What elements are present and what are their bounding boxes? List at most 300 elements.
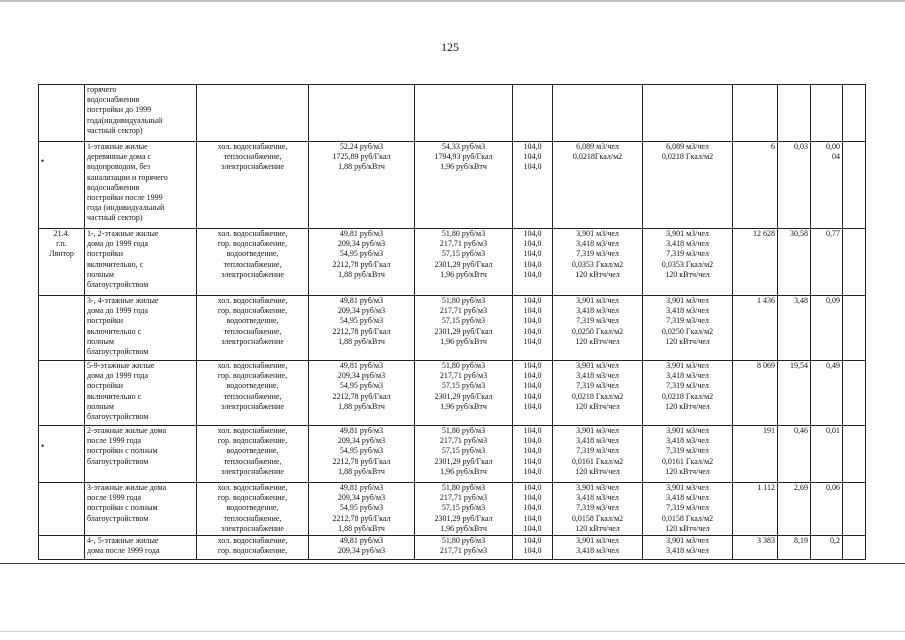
cell-line: дома до 1999 года xyxy=(87,239,149,249)
cell-line: хол. водоснабжение, xyxy=(217,426,288,435)
utility-types-cell xyxy=(197,85,309,142)
tariff-index-cell xyxy=(513,296,553,361)
table-row xyxy=(39,536,866,560)
cell-line: 1,96 руб/кВтч xyxy=(440,269,487,279)
cell-line: деревянные дома с xyxy=(87,152,152,162)
cell-line: теплоснабжение, xyxy=(223,456,282,466)
cell-line: 104,0 xyxy=(523,503,542,513)
cell-line: 3,901 м3/чел xyxy=(576,229,619,238)
utility-types-cell xyxy=(197,426,309,483)
cell-line: 7,319 м3/чел xyxy=(666,381,709,391)
cell-line: 7,319 м3/чел xyxy=(666,249,709,259)
cell-line: 1,88 руб/кВтч xyxy=(338,162,385,172)
cell-line: 104,0 xyxy=(523,296,542,305)
cell-line: водоотведение, xyxy=(226,381,279,391)
cell-line: включительно с xyxy=(87,391,142,401)
cell-line: постройки до 1999 xyxy=(87,105,152,115)
cell-line: 3,901 м3/чел xyxy=(666,361,709,370)
cell-value: 0,03 xyxy=(794,142,808,151)
cell-line: водоотведение, xyxy=(226,249,279,259)
norm-new-cell xyxy=(643,426,733,483)
cell-line: 3,418 м3/чел xyxy=(666,493,709,503)
cell-line: 51,80 руб/м3 xyxy=(441,296,486,305)
population-cell xyxy=(733,536,778,560)
cell-line: электроснабжение xyxy=(221,466,284,476)
cell-line: электроснабжение xyxy=(221,162,284,172)
cell-value: 6 xyxy=(771,142,775,151)
cell-line: 104,0 xyxy=(523,493,542,503)
cell-line: 49,81 руб/м3 xyxy=(339,296,384,305)
tariff-current-cell xyxy=(309,536,415,560)
row-number-cell xyxy=(39,483,85,536)
housing-type-cell xyxy=(85,142,197,229)
cell-line: 0,06 xyxy=(826,483,840,492)
cell-line: 1,88 руб/кВтч xyxy=(338,336,385,346)
cell-line: 2212,78 руб/Гкал xyxy=(332,391,391,401)
row-number-cell xyxy=(39,361,85,426)
cell-line: 120 кВтч/чел xyxy=(575,269,620,279)
housing-type-cell xyxy=(85,229,197,296)
cell-line: 6,089 м3/чел xyxy=(666,142,709,151)
norm-current-cell xyxy=(553,361,643,426)
tariff-new-cell xyxy=(415,361,513,426)
cell-line: 2212,78 руб/Гкал xyxy=(332,326,391,336)
cell-line: 104,0 xyxy=(523,381,542,391)
cell-line: 3,418 м3/чел xyxy=(666,239,709,249)
empty-cell xyxy=(843,483,866,536)
cell-line: 2212,78 руб/Гкал xyxy=(332,513,391,523)
cell-line: благоустройством xyxy=(87,456,149,466)
cell-line: электроснабжение xyxy=(221,269,284,279)
cell-value: 8 069 xyxy=(757,361,775,370)
cell-line: 104,0 xyxy=(523,426,542,435)
tariff-new-cell xyxy=(415,296,513,361)
cell-line: года (индивидуальный xyxy=(87,203,165,213)
cell-line: 3,901 м3/чел xyxy=(666,296,709,305)
population-share-cell xyxy=(778,536,811,560)
housing-type-cell xyxy=(85,536,197,560)
cell-line: 2301,29 руб/Гкал xyxy=(434,391,493,401)
row-number-cell xyxy=(39,536,85,560)
population-share-cell xyxy=(778,296,811,361)
weighted-value-cell xyxy=(811,536,843,560)
tariff-index-cell xyxy=(513,85,553,142)
cell-value: 191 xyxy=(763,426,775,435)
row-number-cell xyxy=(39,85,85,142)
tariff-index-cell xyxy=(513,229,553,296)
cell-line: 3,901 м3/чел xyxy=(666,426,709,435)
cell-line: 3,901 м3/чел xyxy=(666,536,709,545)
cell-line: 54,95 руб/м3 xyxy=(339,503,384,513)
cell-line: 104,0 xyxy=(523,269,542,279)
cell-line: 54,95 руб/м3 xyxy=(339,446,384,456)
cell-line: водоснабжения xyxy=(87,95,140,105)
cell-value: 0,46 xyxy=(794,426,808,435)
cell-line: 120 кВтч/чел xyxy=(575,336,620,346)
cell-line: постройки xyxy=(87,316,124,326)
cell-line: гор. водоснабжение, xyxy=(217,371,288,381)
cell-line: 51,80 руб/м3 xyxy=(441,229,486,238)
cell-line: горячего xyxy=(87,85,117,94)
table-row xyxy=(39,361,866,426)
row-number-cell xyxy=(39,426,85,483)
cell-line: 54,95 руб/м3 xyxy=(339,249,384,259)
cell-line: 51,80 руб/м3 xyxy=(441,536,486,545)
cell-line: 0,0218 Гкал/м2 xyxy=(661,391,714,401)
population-cell xyxy=(733,483,778,536)
cell-line: полным xyxy=(87,336,114,346)
utility-types-cell xyxy=(197,229,309,296)
cell-line: 6,089 м3/чел xyxy=(576,142,619,151)
cell-line: 7,319 м3/чел xyxy=(576,316,619,326)
norm-new-cell xyxy=(643,296,733,361)
cell-line: 120 кВтч/чел xyxy=(575,523,620,533)
cell-line: 54,33 руб/м3 xyxy=(441,142,486,151)
cell-line: 57,15 руб/м3 xyxy=(441,503,486,513)
cell-line: 04 xyxy=(832,152,840,162)
cell-line: гор. водоснабжение, xyxy=(217,306,288,316)
cell-line: хол. водоснабжение, xyxy=(217,361,288,370)
cell-line: 1,88 руб/кВтч xyxy=(338,401,385,411)
table-row xyxy=(39,483,866,536)
cell-line: 3,418 м3/чел xyxy=(666,546,709,556)
cell-line: гор. водоснабжение, xyxy=(217,546,288,556)
cell-line: 209,34 руб/м3 xyxy=(337,239,386,249)
cell-line: 3,901 м3/чел xyxy=(576,483,619,492)
cell-line: постройки xyxy=(87,381,124,391)
housing-type-cell xyxy=(85,85,197,142)
cell-line: 7,319 м3/чел xyxy=(666,316,709,326)
cell-line: 51,80 руб/м3 xyxy=(441,426,486,435)
cell-line: 0,0218 Гкал/м2 xyxy=(661,152,714,162)
norm-current-cell xyxy=(553,142,643,229)
cell-line: 1,88 руб/кВтч xyxy=(338,269,385,279)
weighted-value-cell xyxy=(811,142,843,229)
table-row xyxy=(39,426,866,483)
cell-line: 0,0218 Гкал/м2 xyxy=(571,391,624,401)
weighted-value-cell xyxy=(811,361,843,426)
cell-line: дома до 1999 года xyxy=(87,371,149,381)
cell-line: хол. водоснабжение, xyxy=(217,142,288,151)
weighted-value-cell xyxy=(811,229,843,296)
cell-line: 3,418 м3/чел xyxy=(666,436,709,446)
cell-line: 0,0353 Гкал/м2 xyxy=(661,259,714,269)
cell-value: 3 383 xyxy=(757,536,775,545)
cell-line: 3,901 м3/чел xyxy=(576,296,619,305)
cell-line: хол. водоснабжение, xyxy=(217,483,288,492)
row-number-cell xyxy=(39,296,85,361)
cell-line: 57,15 руб/м3 xyxy=(441,381,486,391)
cell-line: 0,0158 Гкал/м2 xyxy=(661,513,714,523)
utility-types-cell xyxy=(197,296,309,361)
cell-line: 4-, 5-этажные жилые xyxy=(87,536,159,545)
cell-line: 7,319 м3/чел xyxy=(666,503,709,513)
cell-line: 0,0218Гкал/м2 xyxy=(572,152,623,162)
cell-line: 1-, 2-этажные жилые xyxy=(87,229,159,238)
cell-line: 104,0 xyxy=(523,401,542,411)
norm-current-cell xyxy=(553,426,643,483)
cell-line: 104,0 xyxy=(523,239,542,249)
cell-line: 0,0250 Гкал/м2 xyxy=(571,326,624,336)
norm-new-cell xyxy=(643,536,733,560)
cell-line: 3,901 м3/чел xyxy=(666,483,709,492)
weighted-value-cell xyxy=(811,483,843,536)
cell-line: 104,0 xyxy=(523,483,542,492)
cell-line: 2212,78 руб/Гкал xyxy=(332,259,391,269)
cell-line: 3,418 м3/чел xyxy=(576,436,619,446)
cell-line: после 1999 года xyxy=(87,493,142,503)
population-cell xyxy=(733,85,778,142)
cell-line: 57,15 руб/м3 xyxy=(441,249,486,259)
cell-line: 3-этажные жилые дома xyxy=(87,483,167,492)
cell-line: 0,2 xyxy=(830,536,840,545)
cell-line: постройки с полным xyxy=(87,446,158,456)
cell-line: 2301,29 руб/Гкал xyxy=(434,456,493,466)
cell-line: 209,34 руб/м3 xyxy=(337,306,386,316)
cell-line: после 1999 года xyxy=(87,436,142,446)
table-row xyxy=(39,229,866,296)
cell-line: постройки с полным xyxy=(87,503,158,513)
cell-line: 49,81 руб/м3 xyxy=(339,426,384,435)
cell-line: 209,34 руб/м3 xyxy=(337,546,386,556)
cell-line: 57,15 руб/м3 xyxy=(441,446,486,456)
cell-line: 104,0 xyxy=(523,142,542,151)
cell-line: 54,95 руб/м3 xyxy=(339,316,384,326)
cell-line: 49,81 руб/м3 xyxy=(339,361,384,370)
cell-line: 209,34 руб/м3 xyxy=(337,436,386,446)
cell-line: 54,95 руб/м3 xyxy=(339,381,384,391)
cell-line: 2301,29 руб/Гкал xyxy=(434,513,493,523)
cell-line: 1,96 руб/кВтч xyxy=(440,162,487,172)
cell-line: благоустройством xyxy=(87,347,149,357)
cell-line: 1,88 руб/кВтч xyxy=(338,523,385,533)
cell-line: 0,00 xyxy=(826,142,840,151)
cell-line: г.п. xyxy=(56,239,67,249)
cell-line: 3,901 м3/чел xyxy=(576,426,619,435)
cell-line: 104,0 xyxy=(523,229,542,238)
cell-line: 104,0 xyxy=(523,326,542,336)
cell-line: 104,0 xyxy=(523,466,542,476)
cell-line: 104,0 xyxy=(523,513,542,523)
cell-line: полным xyxy=(87,401,114,411)
cell-line: 217,71 руб/м3 xyxy=(439,546,488,556)
cell-line: 1,96 руб/кВтч xyxy=(440,336,487,346)
empty-cell xyxy=(843,426,866,483)
cell-line: 0,49 xyxy=(826,361,840,370)
page-bottom-rule xyxy=(0,563,905,564)
cell-line: 120 кВтч/чел xyxy=(665,269,710,279)
cell-line: 2212,78 руб/Гкал xyxy=(332,456,391,466)
cell-line: 104,0 xyxy=(523,259,542,269)
norm-current-cell xyxy=(553,296,643,361)
housing-type-cell xyxy=(85,426,197,483)
weighted-value-cell xyxy=(811,296,843,361)
cell-line: 0,0161 Гкал/м2 xyxy=(571,456,624,466)
cell-line: года(индивидуальный xyxy=(87,115,163,125)
cell-line: 1,88 руб/кВтч xyxy=(338,466,385,476)
cell-line: 104,0 xyxy=(523,536,542,545)
norm-new-cell xyxy=(643,361,733,426)
cell-line: 7,319 м3/чел xyxy=(576,381,619,391)
utility-types-cell xyxy=(197,361,309,426)
cell-line: 120 кВтч/чел xyxy=(665,401,710,411)
population-cell xyxy=(733,142,778,229)
population-cell xyxy=(733,296,778,361)
cell-value: 1 112 xyxy=(757,483,775,492)
cell-line: Лянтор xyxy=(49,249,74,259)
tariff-new-cell xyxy=(415,229,513,296)
scan-top-edge xyxy=(0,0,905,2)
norm-current-cell xyxy=(553,536,643,560)
cell-line: теплоснабжение, xyxy=(223,326,282,336)
cell-line: 104,0 xyxy=(523,249,542,259)
norm-new-cell xyxy=(643,85,733,142)
cell-line: постройки после 1999 xyxy=(87,193,163,203)
cell-line: хол. водоснабжение, xyxy=(217,536,288,545)
cell-line: 21.4. xyxy=(53,229,70,238)
cell-line: водопроводом, без xyxy=(87,162,151,172)
cell-line: частный сектор) xyxy=(87,125,143,135)
cell-line: 52,24 руб/м3 xyxy=(339,142,384,151)
norm-new-cell xyxy=(643,229,733,296)
cell-line: 104,0 xyxy=(523,306,542,316)
table-row xyxy=(39,85,866,142)
cell-line: 104,0 xyxy=(523,361,542,370)
norm-current-cell xyxy=(553,483,643,536)
cell-line: 1,96 руб/кВтч xyxy=(440,523,487,533)
cell-line: 1-этажные жилые xyxy=(87,142,148,151)
row-number-cell xyxy=(39,229,85,296)
cell-line: 7,319 м3/чел xyxy=(576,249,619,259)
scan-bottom-edge xyxy=(0,631,905,632)
cell-line: 0,0161 Гкал/м2 xyxy=(661,456,714,466)
cell-line: 1794,93 руб/Гкал xyxy=(434,152,493,162)
cell-line: 1,96 руб/кВтч xyxy=(440,401,487,411)
cell-line: 49,81 руб/м3 xyxy=(339,536,384,545)
cell-line: 2-этажные жилые дома xyxy=(87,426,167,435)
cell-line: 5-9-этажные жилые xyxy=(87,361,155,370)
table-row xyxy=(39,296,866,361)
cell-line: 104,0 xyxy=(523,436,542,446)
empty-cell xyxy=(843,361,866,426)
cell-line: гор. водоснабжение, xyxy=(217,493,288,503)
table-row xyxy=(39,142,866,229)
cell-line: канализации и горячего xyxy=(87,172,168,182)
tariff-index-cell xyxy=(513,426,553,483)
cell-line: 3,901 м3/чел xyxy=(666,229,709,238)
population-cell xyxy=(733,229,778,296)
weighted-value-cell xyxy=(811,426,843,483)
cell-line: 217,71 руб/м3 xyxy=(439,371,488,381)
cell-line: 0,09 xyxy=(826,296,840,305)
page-number: 125 xyxy=(441,40,459,54)
cell-line: 3,418 м3/чел xyxy=(576,239,619,249)
cell-line: благоустройством xyxy=(87,513,149,523)
tariff-table-body xyxy=(39,85,866,560)
cell-line: гор. водоснабжение, xyxy=(217,239,288,249)
cell-line: 0,01 xyxy=(826,426,840,435)
cell-line: 0,0250 Гкал/м2 xyxy=(661,326,714,336)
tariff-current-cell xyxy=(309,229,415,296)
cell-line: 49,81 руб/м3 xyxy=(339,229,384,238)
cell-line: 1725,89 руб/Гкал xyxy=(332,152,391,162)
population-share-cell xyxy=(778,426,811,483)
cell-line: 3,418 м3/чел xyxy=(666,306,709,316)
tariff-table xyxy=(38,84,866,560)
empty-cell xyxy=(843,142,866,229)
cell-line: электроснабжение xyxy=(221,401,284,411)
cell-line: 120 кВтч/чел xyxy=(665,523,710,533)
cell-line: 2301,29 руб/Гкал xyxy=(434,326,493,336)
cell-line: благоустройством xyxy=(87,412,149,422)
tariff-index-cell xyxy=(513,536,553,560)
cell-line: 120 кВтч/чел xyxy=(665,466,710,476)
cell-value: 3,48 xyxy=(794,296,808,305)
cell-line: 3,418 м3/чел xyxy=(576,493,619,503)
cell-line: 120 кВтч/чел xyxy=(575,401,620,411)
cell-value: 12 628 xyxy=(753,229,775,238)
cell-line: водоотведение, xyxy=(226,503,279,513)
tariff-current-cell xyxy=(309,85,415,142)
tariff-current-cell xyxy=(309,142,415,229)
cell-line: 120 кВтч/чел xyxy=(665,336,710,346)
cell-line: 2301,29 руб/Гкал xyxy=(434,259,493,269)
cell-line: дома после 1999 года xyxy=(87,546,160,556)
utility-types-cell xyxy=(197,142,309,229)
cell-line: дома до 1999 года xyxy=(87,306,149,316)
cell-value: 2,69 xyxy=(794,483,808,492)
cell-line: 3,418 м3/чел xyxy=(576,371,619,381)
norm-current-cell xyxy=(553,229,643,296)
empty-cell xyxy=(843,536,866,560)
population-share-cell xyxy=(778,483,811,536)
cell-line: 104,0 xyxy=(523,456,542,466)
cell-line: 0,77 xyxy=(826,229,840,238)
cell-line: 209,34 руб/м3 xyxy=(337,493,386,503)
margin-bullet: • xyxy=(41,441,45,451)
cell-line: водоотведение, xyxy=(226,446,279,456)
tariff-current-cell xyxy=(309,361,415,426)
empty-cell xyxy=(843,296,866,361)
cell-line: благоустройством xyxy=(87,280,149,290)
cell-line: 3,901 м3/чел xyxy=(576,536,619,545)
cell-line: 3,418 м3/чел xyxy=(666,371,709,381)
margin-bullet: • xyxy=(41,156,45,166)
housing-type-cell xyxy=(85,483,197,536)
cell-line: 0,0353 Гкал/м2 xyxy=(571,259,624,269)
cell-line: 217,71 руб/м3 xyxy=(439,306,488,316)
cell-line: 104,0 xyxy=(523,371,542,381)
cell-line: теплоснабжение, xyxy=(223,391,282,401)
cell-line: 217,71 руб/м3 xyxy=(439,493,488,503)
cell-line: частный сектор) xyxy=(87,213,143,223)
cell-line: 3-, 4-этажные жилые xyxy=(87,296,159,305)
cell-line: 7,319 м3/чел xyxy=(576,503,619,513)
tariff-new-cell xyxy=(415,426,513,483)
cell-value: 19,54 xyxy=(790,361,808,370)
cell-line: 1,96 руб/кВтч xyxy=(440,466,487,476)
cell-line: 49,81 руб/м3 xyxy=(339,483,384,492)
cell-line: теплоснабжение, xyxy=(223,259,282,269)
cell-line: 104,0 xyxy=(523,546,542,556)
tariff-current-cell xyxy=(309,483,415,536)
tariff-new-cell xyxy=(415,536,513,560)
empty-cell xyxy=(843,85,866,142)
cell-line: 104,0 xyxy=(523,162,542,172)
tariff-index-cell xyxy=(513,142,553,229)
cell-line: теплоснабжение, xyxy=(223,152,282,162)
norm-new-cell xyxy=(643,142,733,229)
